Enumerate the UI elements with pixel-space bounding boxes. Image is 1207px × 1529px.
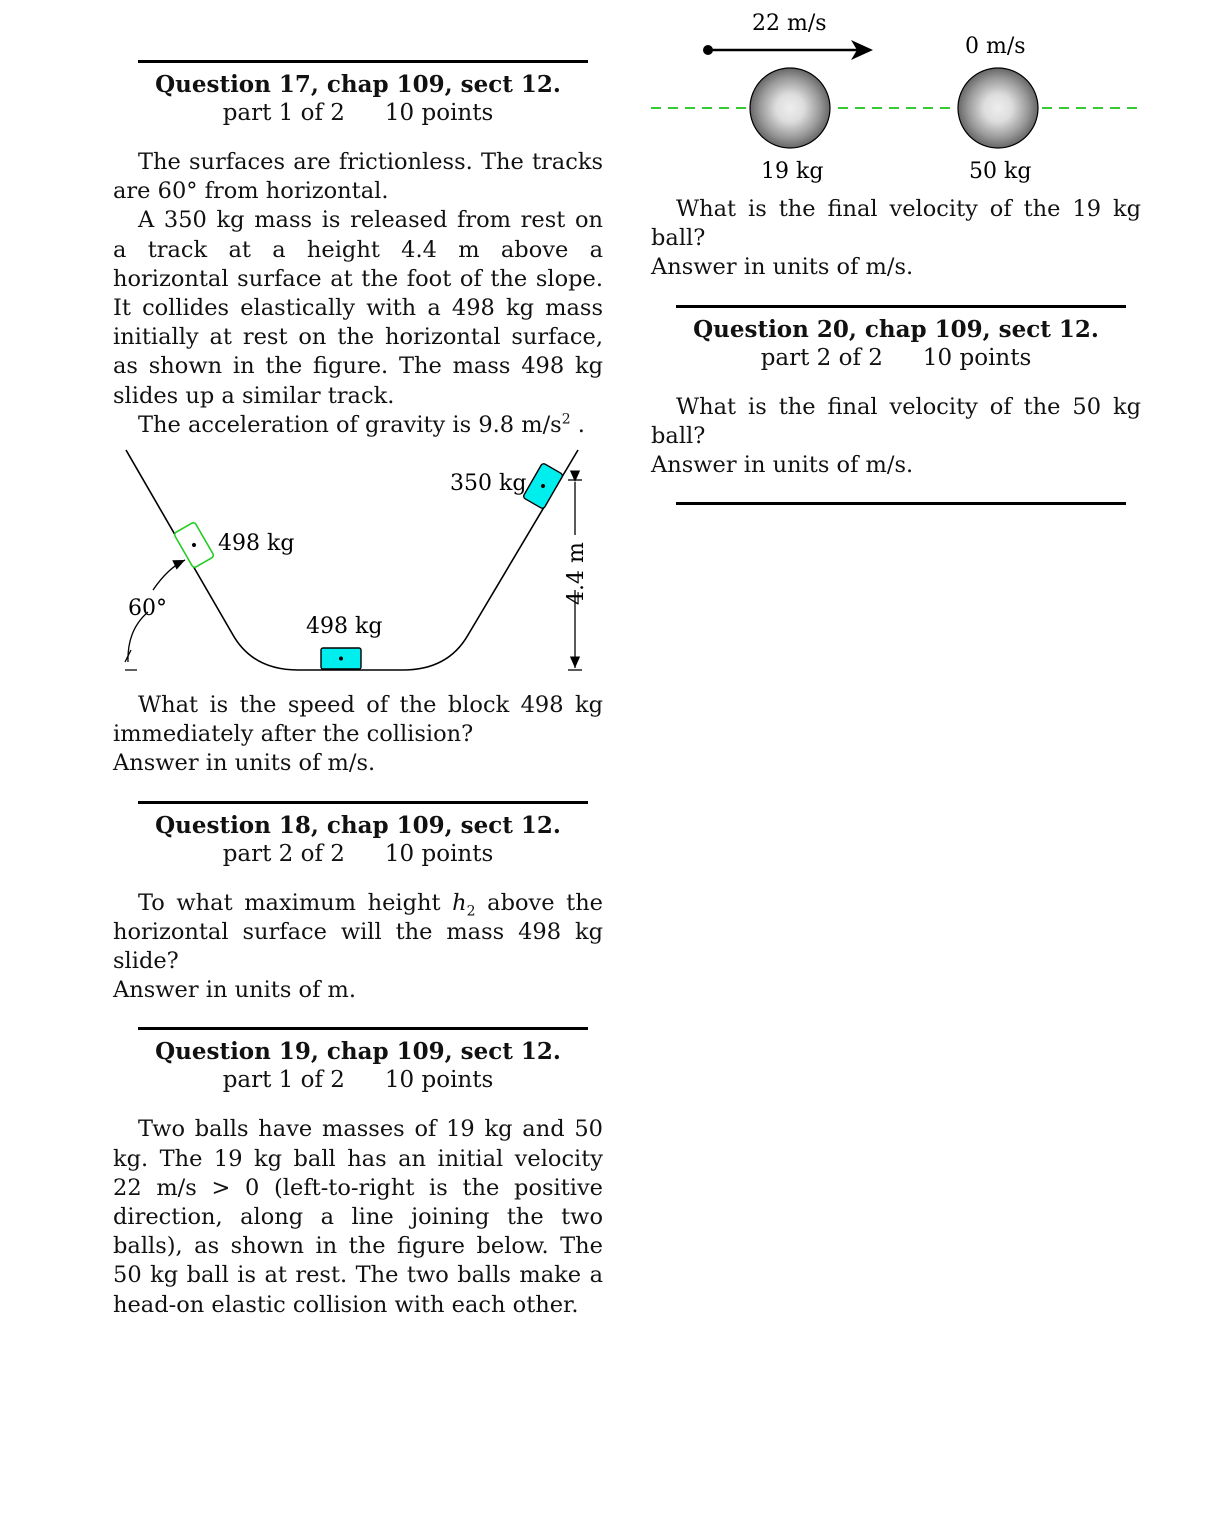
block-498-floor (321, 648, 361, 669)
block-350 (523, 463, 564, 510)
question-divider (676, 305, 1126, 308)
left-column (113, 60, 603, 1320)
q19-meta (113, 1066, 603, 1095)
q17-question: What is the speed of the block 498 kg immediately after the collision? (113, 692, 603, 748)
q19-part: part 1 of 2 (222, 1067, 345, 1094)
q17-title: Question 17, chap 109, sect 12. (155, 71, 561, 98)
q20-points: 10 points (922, 344, 1032, 371)
q19-balls-figure (651, 0, 1141, 195)
q19-body: Two balls have masses of 19 kg and 50 kg. The 19 kg ball has an initial velocity 22 m/s > 0 (left-to-right is the positive direction, along a line joining the two balls), as shown in the figure below. The 50 kg ball is at rest. The two balls make a head-on elastic collision with each other. (113, 1116, 603, 1318)
q17-gravity-text: The acceleration of gravity is 9.8 m/s (138, 411, 562, 438)
q17-part: part 1 of 2 (222, 100, 345, 126)
label-m1: 19 kg (761, 159, 824, 184)
label-m2: 50 kg (969, 159, 1032, 184)
question-divider (138, 1027, 588, 1030)
q18-var: h (452, 889, 467, 916)
q17-paragraph-2: A 350 kg mass is released from rest on a track at a height 4.4 m above a horizontal surface at the foot of the slope. It collides elastically with a 498 kg mass initially at rest on the horizontal surface, as shown in the figure. The mass 498 kg slides up a similar track. (113, 207, 603, 409)
q20-question: What is the final velocity of the 50 kg ball? (651, 393, 1141, 449)
q17-meta (113, 99, 603, 128)
q20-part: part 2 of 2 (760, 344, 883, 371)
q17-paragraph-1: The surfaces are frictionless. The tracks are 60° from horizontal. (113, 149, 603, 205)
q17-paragraph-3: The acceleration of gravity is 9.8 $m/s^2$ . (138, 411, 585, 438)
label-498kg-floor: 498 kg (306, 614, 383, 640)
q17-track-figure (113, 440, 603, 675)
ball-19kg (749, 67, 831, 149)
q19-question: What is the final velocity of the 19 kg ball? (651, 196, 1141, 252)
right-column (651, 0, 1141, 505)
track-diagram (113, 440, 603, 675)
q19-points: 10 points (384, 1067, 494, 1094)
q20-meta (651, 344, 1141, 373)
q19-title: Question 19, chap 109, sect 12. (155, 1038, 561, 1066)
question-divider (676, 502, 1126, 505)
q17-points: 10 points (384, 100, 494, 126)
label-350kg: 350 kg (450, 471, 527, 497)
q18-answer-units: Answer in units of m. (113, 977, 357, 1004)
label-height: 4.4 m (564, 542, 589, 606)
label-angle: 60° (128, 596, 167, 622)
q18-title: Question 18, chap 109, sect 12. (155, 811, 561, 839)
question-divider (138, 60, 588, 63)
label-498kg-slope: 498 kg (218, 531, 295, 557)
q18-points: 10 points (384, 840, 494, 867)
q20-answer-units: Answer in units of m/s. (651, 452, 914, 479)
q18-var-sub: 2 (466, 903, 476, 920)
q19-answer-units: Answer in units of m/s. (651, 254, 914, 281)
balls-diagram (651, 0, 1141, 195)
q17-answer-units: Answer in units of m/s. (113, 750, 376, 777)
label-v2: 0 m/s (965, 34, 1026, 59)
q18-meta (113, 840, 603, 869)
question-divider (138, 801, 588, 804)
q18-question: To what maximum height $h_2$ above the horizontal surface will the mass 498 kg slide? (113, 889, 603, 975)
ball-50kg (957, 67, 1039, 149)
q20-title: Question 20, chap 109, sect 12. (693, 315, 1099, 343)
label-v1: 22 m/s (752, 11, 827, 36)
block-498-slope (174, 522, 215, 569)
q18-part: part 2 of 2 (222, 840, 345, 867)
q17-gravity-exponent: 2 (561, 411, 571, 428)
